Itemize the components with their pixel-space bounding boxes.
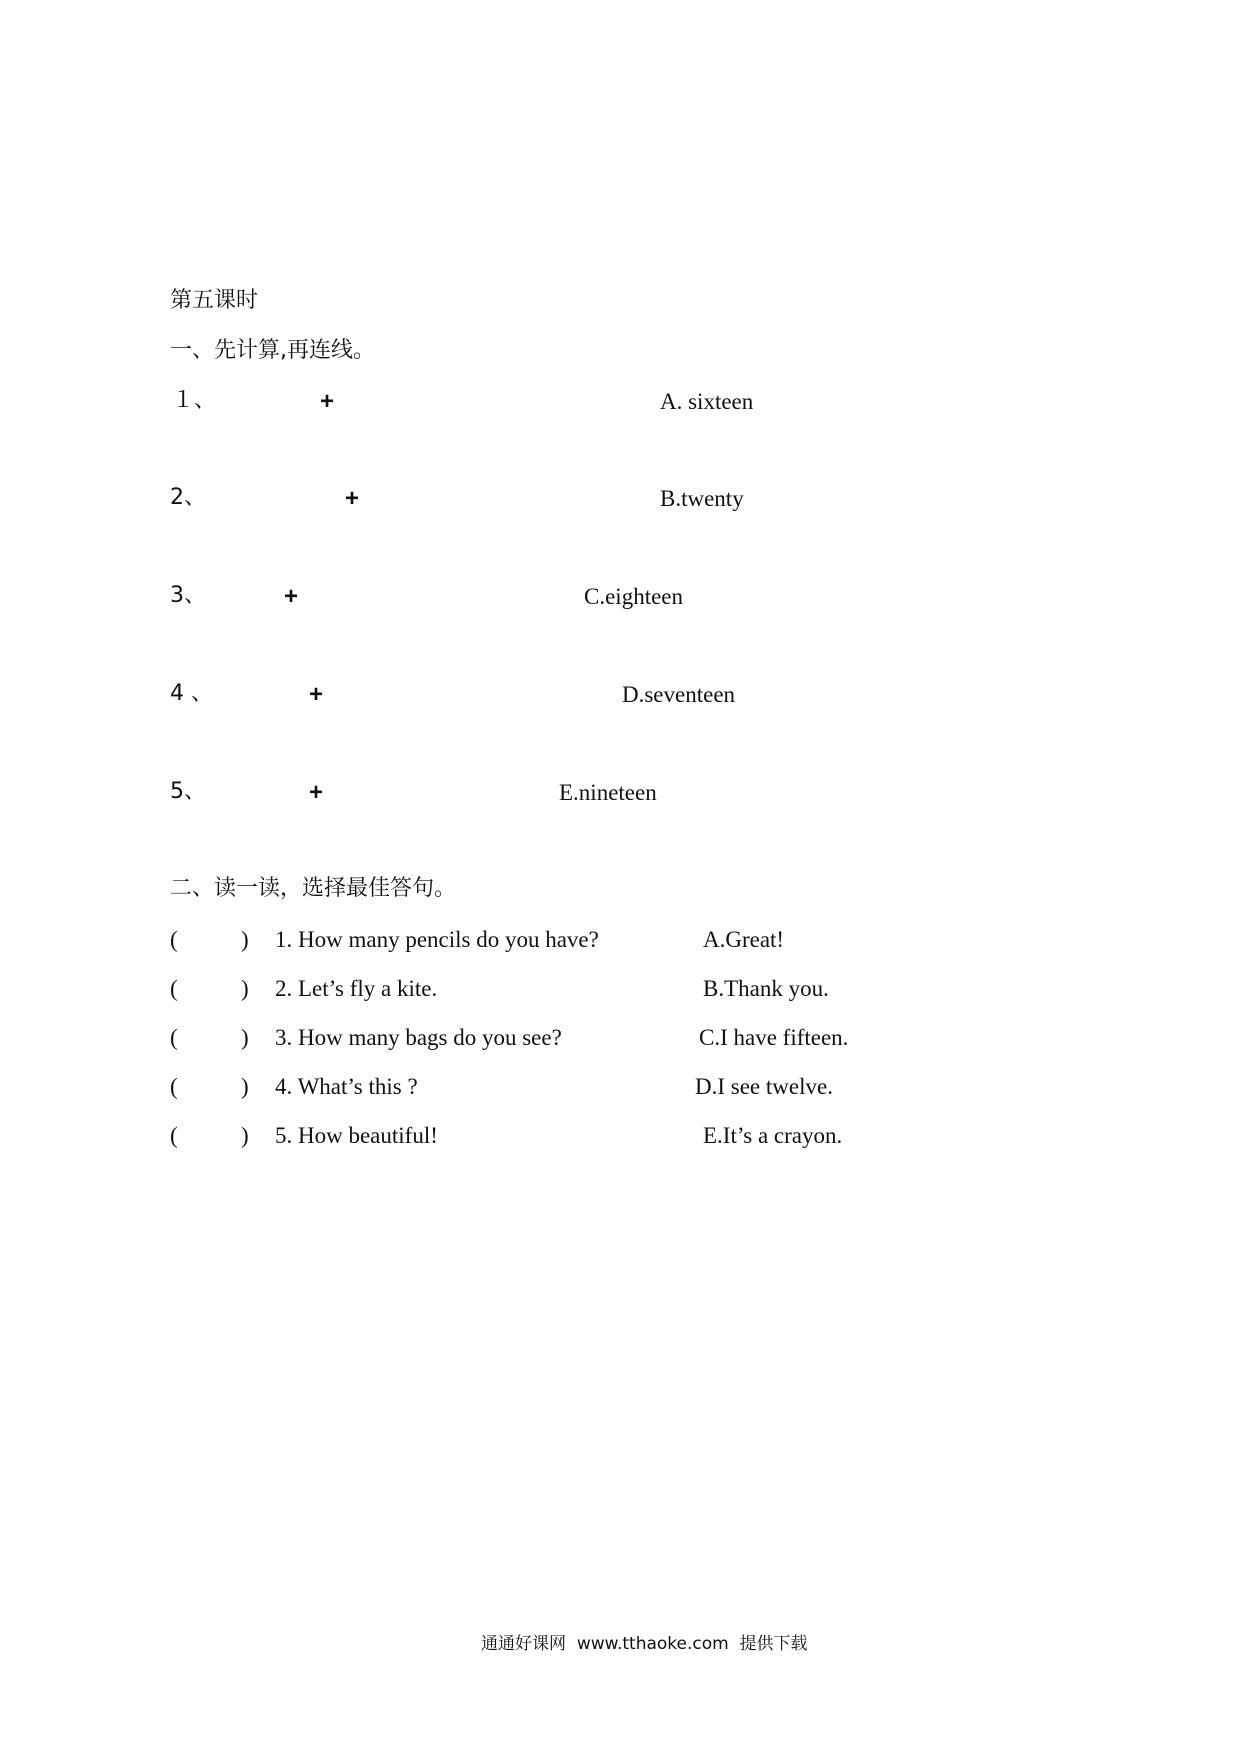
plus-sign: + [284, 583, 299, 610]
answer-blank-close: ) [241, 1025, 249, 1050]
lesson-title: 第五课时 [170, 288, 259, 313]
question-text: 5. How beautiful! [275, 1123, 438, 1148]
question-text: 3. How many bags do you see? [275, 1025, 562, 1050]
question-text: 1. How many pencils do you have? [275, 927, 599, 952]
footer [481, 1636, 808, 1653]
answer-blank-close: ) [241, 976, 249, 1001]
response-option: B.Thank you. [703, 976, 829, 1001]
answer-blank-open: ( [170, 1123, 178, 1148]
question-text: 4. What’s this ? [275, 1074, 418, 1099]
answer-blank-open: ( [170, 976, 178, 1001]
response-option: E.It’s a crayon. [703, 1123, 843, 1148]
match-answer: C.eighteen [584, 584, 683, 609]
answer-blank-open: ( [170, 927, 178, 952]
match-answer: E.nineteen [559, 780, 657, 805]
answer-blank-close: ) [241, 927, 249, 952]
match-answer: B.twenty [660, 486, 744, 511]
match-answer: D.seventeen [622, 682, 736, 707]
match-answer: A. sixteen [660, 389, 754, 414]
plus-sign: + [309, 779, 324, 806]
response-option: D.I see twelve. [695, 1074, 833, 1099]
match-item-number: 5、 [170, 779, 206, 804]
answer-blank-open: ( [170, 1025, 178, 1050]
footer-site-name: 通通好课网 [481, 1634, 566, 1654]
section1-heading: 一、先计算,再连线。 [170, 338, 375, 363]
match-item-number: １、 [172, 388, 217, 413]
answer-blank-close: ) [241, 1074, 249, 1099]
section2-heading: 二、读一读，选择最佳答句。 [170, 876, 457, 901]
footer-provided-text: 提供下载 [739, 1634, 808, 1654]
footer-url[interactable]: www.tthaoke.com [576, 1634, 729, 1654]
match-item-number: 4 、 [170, 681, 213, 706]
response-option: A.Great! [703, 927, 785, 952]
match-item-number: 3、 [170, 583, 206, 608]
plus-sign: + [345, 485, 360, 512]
response-option: C.I have fifteen. [699, 1025, 849, 1050]
plus-sign: + [320, 388, 335, 415]
plus-sign: + [309, 681, 324, 708]
question-text: 2. Let’s fly a kite. [275, 976, 438, 1001]
answer-blank-open: ( [170, 1074, 178, 1099]
match-item-number: 2、 [170, 485, 206, 510]
answer-blank-close: ) [241, 1123, 249, 1148]
